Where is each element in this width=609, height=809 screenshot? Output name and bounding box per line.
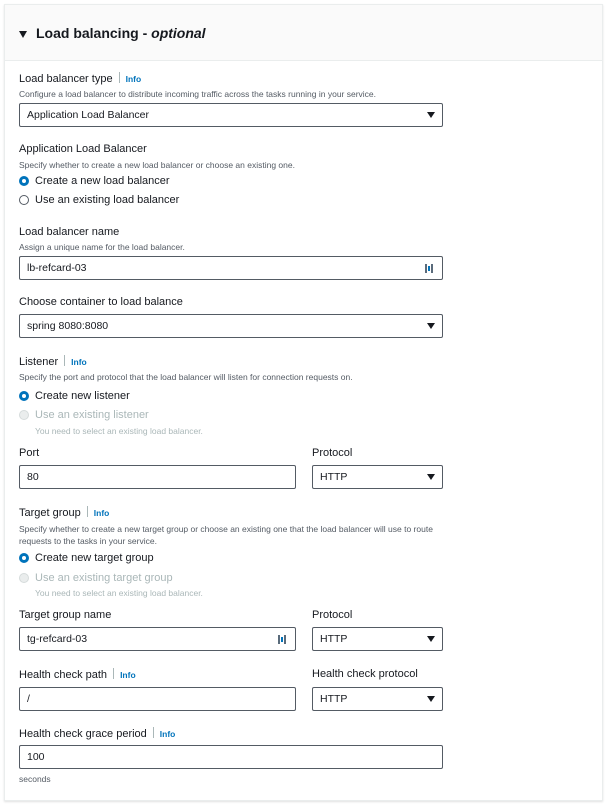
port-label: Port [19,447,40,459]
grace-period-label-row [19,727,175,740]
radio-disabled-icon [19,410,29,420]
radio-selected-icon[interactable] [19,176,29,186]
grace-period-value: 100 [27,751,45,763]
radio-existing-listener-label: Use an existing listener [35,409,149,421]
divider [153,727,154,738]
dropdown-arrow-icon [427,696,435,702]
lb-type-info-link[interactable]: Info [125,74,142,84]
lb-name-input[interactable] [19,256,443,280]
radio-create-lb[interactable] [19,175,170,187]
health-check-path-value: / [27,693,30,705]
alb-description: Specify whether to create a new load balancer or choose an existing one. [19,160,295,170]
container-value: spring 8080:8080 [27,320,109,332]
lb-type-select[interactable] [19,103,443,127]
target-group-name-label: Target group name [19,609,112,621]
section-title: Load balancing - optional [36,25,206,41]
radio-create-target-group[interactable] [19,552,154,564]
listener-protocol-value: HTTP [320,471,348,483]
divider [64,355,65,366]
caret-down-icon[interactable] [19,31,27,38]
dropdown-arrow-icon [427,474,435,480]
divider [119,72,120,83]
lb-name-value: lb-refcard-03 [27,262,87,274]
radio-existing-lb[interactable] [19,194,179,206]
listener-description: Specify the port and protocol that the load balancer will listen for connection requests on. [19,372,353,382]
grace-period-label: Health check grace period [19,728,147,740]
lb-name-label: Load balancer name [19,226,120,238]
radio-create-target-group-label: Create new target group [35,552,154,564]
target-group-description: Specify whether to create a new target group or choose an existing one that the load balancer will use to route requests to the tasks in your service. [19,524,433,546]
dropdown-arrow-icon [427,636,435,642]
listener-label-row [19,355,87,368]
health-check-protocol-value: HTTP [320,693,348,705]
container-label: Choose container to load balance [19,296,183,308]
password-manager-icon[interactable] [278,634,288,645]
radio-unselected-icon[interactable] [19,195,29,205]
section-header[interactable] [5,5,602,61]
target-group-name-value: tg-refcard-03 [27,633,88,645]
dropdown-arrow-icon [427,112,435,118]
radio-existing-listener [19,409,149,421]
listener-protocol-select[interactable] [312,465,443,489]
target-group-protocol-label: Protocol [312,609,353,621]
port-value: 80 [27,471,39,483]
health-check-path-label-row [19,668,136,681]
lb-type-description: Configure a load balancer to distribute incoming traffic across the tasks running in your service. [19,89,377,99]
grace-period-input[interactable] [19,745,443,769]
listener-existing-hint: You need to select an existing load balancer. [35,426,203,436]
listener-protocol-label: Protocol [312,447,353,459]
lb-type-label-row [19,72,141,85]
target-group-name-input[interactable] [19,627,296,651]
lb-type-label: Load balancer type [19,73,113,85]
grace-period-info-link[interactable]: Info [159,729,176,739]
port-input[interactable] [19,465,296,489]
target-group-label: Target group [19,507,81,519]
container-select[interactable] [19,314,443,338]
lb-name-description: Assign a unique name for the load balancer. [19,242,185,252]
listener-label: Listener [19,356,59,368]
radio-disabled-icon [19,573,29,583]
radio-selected-icon[interactable] [19,553,29,563]
target-group-protocol-select[interactable] [312,627,443,651]
health-check-path-info-link[interactable]: Info [120,670,136,680]
health-check-protocol-select[interactable] [312,687,443,711]
radio-create-listener[interactable] [19,390,130,402]
radio-existing-lb-label: Use an existing load balancer [35,194,180,206]
health-check-protocol-label: Health check protocol [312,668,418,680]
health-check-path-input[interactable] [19,687,296,711]
target-group-existing-hint: You need to select an existing load balancer. [35,588,203,598]
listener-info-link[interactable]: Info [71,357,87,367]
radio-existing-target-group [19,572,173,584]
radio-selected-icon[interactable] [19,391,29,401]
target-group-protocol-value: HTTP [320,633,348,645]
target-group-info-link[interactable]: Info [93,508,110,518]
divider [87,506,88,517]
radio-create-lb-label: Create a new load balancer [35,175,170,187]
radio-create-listener-label: Create new listener [35,390,130,402]
grace-period-unit: seconds [19,774,51,784]
radio-existing-target-group-label: Use an existing target group [35,572,173,584]
health-check-path-label: Health check path [19,669,108,681]
alb-label: Application Load Balancer [19,143,147,155]
dropdown-arrow-icon [427,323,435,329]
target-group-label-row [19,506,109,519]
password-manager-icon[interactable] [425,263,435,274]
divider [113,668,114,679]
lb-type-value: Application Load Balancer [27,109,150,121]
